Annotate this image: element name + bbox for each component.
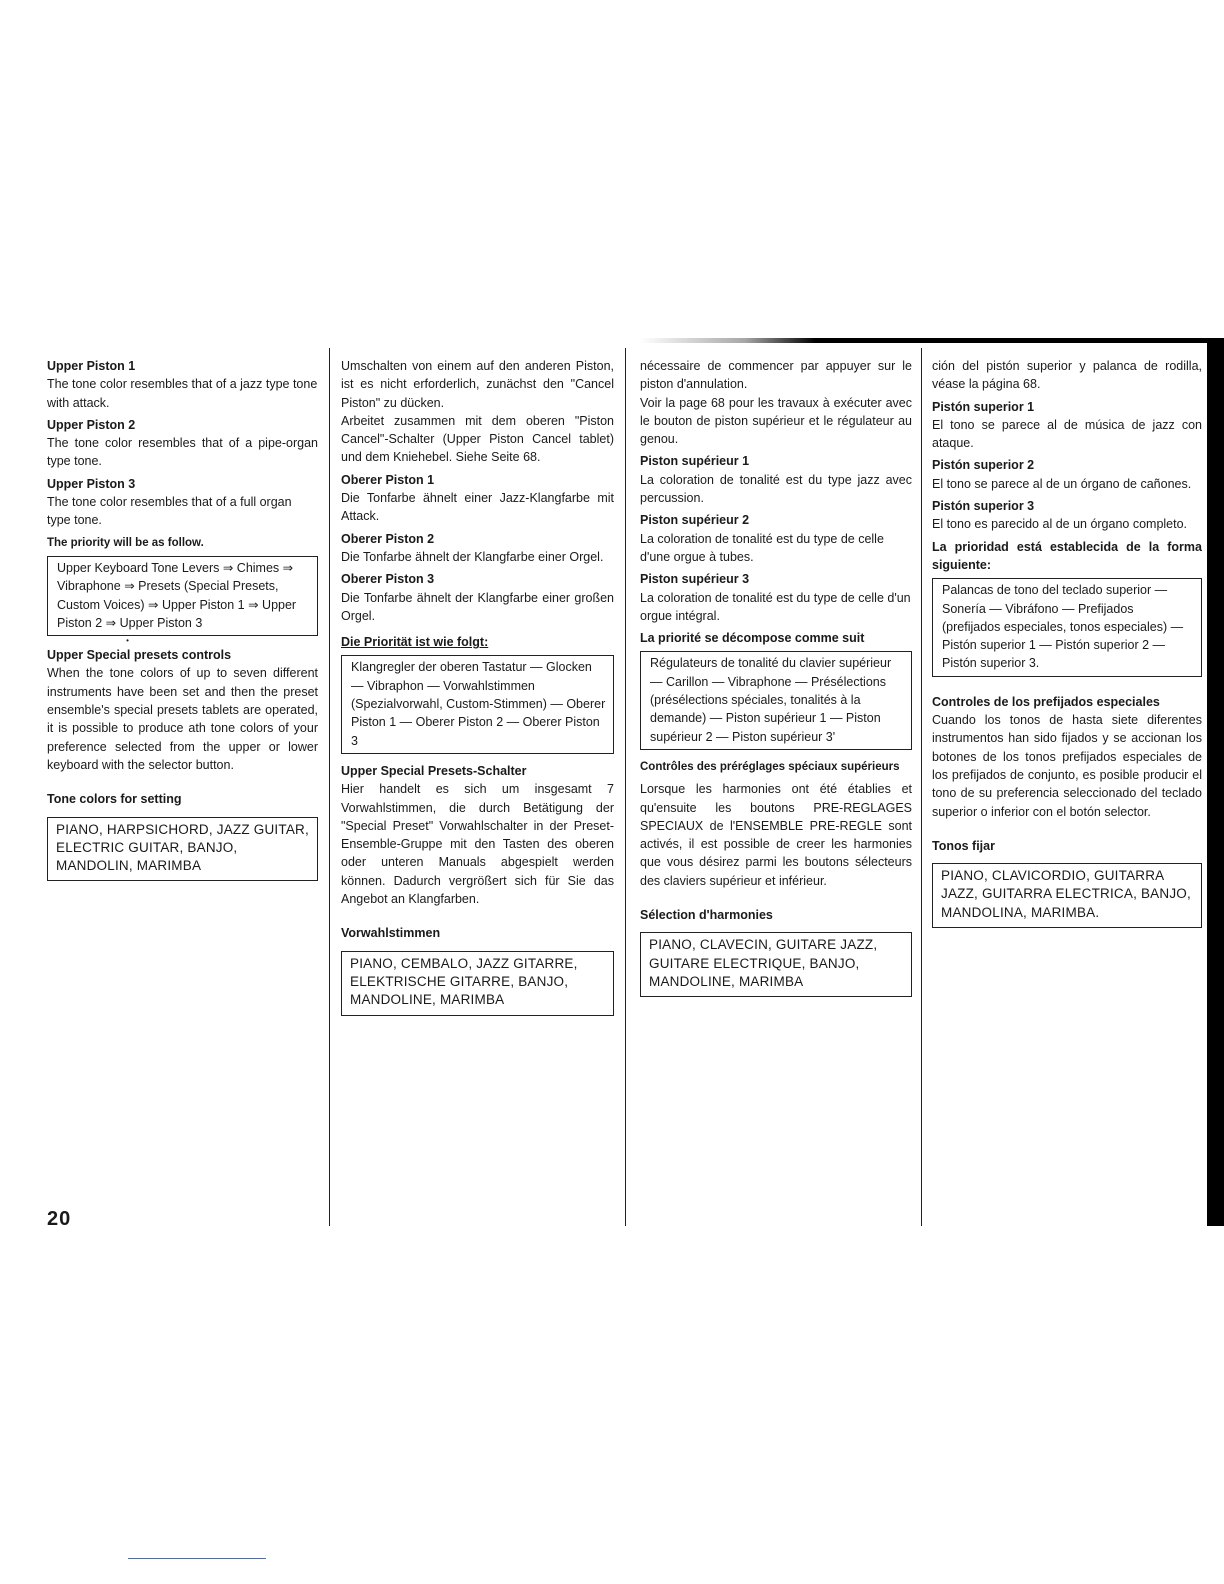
es-piston3-text: El tono es parecido al de un órgano completo. [932,517,1188,532]
bullet-mark: • [126,636,129,646]
fr-piston1-text: La coloration de tonalité est du type jazz avec percussion. [640,472,912,506]
fr-tones-heading: Sélection d'harmonies [640,908,773,923]
de-tones-heading: Vorwahlstimmen [341,926,441,941]
de-piston1-text: Die Tonfarbe ähnelt einer Jazz-Klangfarbe mit Attack. [341,491,614,524]
es-intro-text: ción del pistón superior y palanca de rodilla, véase la página 68. [932,359,1202,392]
es-tones-heading: Tonos fijar [932,838,995,853]
de-piston3-heading: Oberer Piston 3 [341,572,435,587]
en-special-heading: Upper Special presets controls [47,648,232,663]
de-priority-box: Klangregler der oberen Tastatur — Glocken — Vibraphon — Vorwahlstimmen (Spezialvorwahl, Custom-Stimmen) — Oberer Piston 1 — Oberer Piston 2 — Oberer Piston 3 [341,655,614,753]
es-priority-heading: La prioridad está establecida de la forma siguiente: [932,539,1202,572]
es-piston3-heading: Pistón superior 3 [932,499,1035,514]
es-special-heading: Controles de los prefijados especiales [932,694,1160,709]
fr-special-heading: Contrôles des préréglages spéciaux supérieurs [640,760,900,773]
en-tones-heading: Tone colors for setting [47,792,182,807]
de-tones-box: PIANO, CEMBALO, JAZZ GITARRE, ELEKTRISCHE GITARRE, BANJO, MANDOLINE, MARIMBA [341,951,614,1016]
de-intro2-text: Arbeitet zusammen mit dem oberen "Piston Cancel"-Schalter (Upper Piston Cancel tablet) und dem Kniehebel. Siehe Seite 68. [341,413,614,465]
fr-piston2-heading: Piston supérieur 2 [640,513,750,528]
es-priority-box: Palancas de tono del teclado superior — Sonería — Vibráfono — Prefijados (prefijados especiales, tonos especiales) — Pistón superior 1 — Pistón superior 2 — Pistón superior 3. [932,578,1202,676]
en-special-text: When the tone colors of up to seven different instruments have been set and then the preset ensemble's special presets tablets are operated, it is possible to produce ath tone colors of your preference selected from the upper or lower keyboard with the selector button. [47,666,318,772]
english-column [47,357,318,881]
footer-rule [128,1558,266,1559]
right-edge-bar [1207,338,1224,1226]
es-special-text: Cuando los tonos de hasta siete diferentes instrumentos han sido fijados y se accionan los botones de los tonos prefijados especiales de los prefijados de conjunto, es posible producir el tono de su preferencia seleccionado del teclado superior o inferior con el botón selector. [932,713,1202,819]
french-column [640,357,912,997]
en-piston2-heading: Upper Piston 2 [47,417,136,432]
de-priority-heading: Die Priorität ist wie folgt: [341,635,489,650]
en-piston3-heading: Upper Piston 3 [47,476,136,491]
en-piston1-heading: Upper Piston 1 [47,359,136,373]
de-intro-text: Umschalten von einem auf den anderen Piston, ist es nicht erforderlich, zunächst den "Cancel Piston" zu dücken. [341,359,614,410]
es-piston2-heading: Pistón superior 2 [932,458,1035,473]
es-piston1-text: El tono se parece al de música de jazz con ataque. [932,417,1202,451]
fr-piston2-text: La coloration de tonalité est du type de celle d'une orgue à tubes. [640,531,884,564]
en-priority-heading: The priority will be as follow. [47,536,204,549]
es-tones-box: PIANO, CLAVICORDIO, GUITARRA JAZZ, GUITARRA ELECTRICA, BANJO, MANDOLINA, MARIMBA. [932,863,1202,928]
fr-piston3-heading: Piston supérieur 3 [640,572,750,587]
fr-tones-box: PIANO, CLAVECIN, GUITARE JAZZ, GUITARE ELECTRIQUE, BANJO, MANDOLINE, MARIMBA [640,932,912,997]
de-piston2-heading: Oberer Piston 2 [341,531,435,546]
spanish-column [932,357,1202,928]
column-divider-1 [329,348,330,1226]
page-number: 20 [47,1208,72,1230]
de-special-text: Hier handelt es sich um insgesamt 7 Vorwahlstimmen, die durch Betätigung der "Special Preset" Vorwahlschalter in der Preset-Ensemble-Gruppe mit den Tasten des oberen oder unteren Manuals abgespielt werden können. Dadurch vergrößert sich für Sie das Angebot an Klangfarben. [341,782,614,907]
column-divider-2 [625,348,626,1226]
top-scan-bar [640,338,1224,343]
de-piston2-text: Die Tonfarbe ähnelt der Klangfarbe einer Orgel. [341,549,604,564]
es-piston2-text: El tono se parece al de un órgano de cañones. [932,476,1192,491]
fr-intro2-text: Voir la page 68 pour les travaux à exécuter avec le bouton de piston supérieur et le régulateur au genou. [640,395,912,447]
fr-special-text: Lorsque les harmonies ont été établies et qu'ensuite les boutons PRE-REGLAGES SPECIAUX de l'ENSEMBLE PRE-REGLE sont activés, il est possible de creer les harmonies que vous désirez parmi les boutons sélecteurs des claviers supérieur et inférieur. [640,782,912,888]
de-piston3-text: Die Tonfarbe ähnelt der Klangfarbe einer großen Orgel. [341,590,614,623]
de-special-heading: Upper Special Presets-Schalter [341,763,527,778]
de-piston1-heading: Oberer Piston 1 [341,472,435,487]
en-tones-box: PIANO, HARPSICHORD, JAZZ GUITAR, ELECTRIC GUITAR, BANJO, MANDOLIN, MARIMBA [47,817,318,882]
en-piston1-text: The tone color resembles that of a jazz type tone with attack. [47,377,318,410]
fr-piston1-heading: Piston supérieur 1 [640,454,750,469]
fr-intro-text: nécessaire de commencer par appuyer sur le piston d'annulation. [640,359,912,392]
column-divider-3 [921,348,922,1226]
fr-piston3-text: La coloration de tonalité est du type de celle d'un orgue intégral. [640,590,911,623]
fr-priority-heading: La priorité se décompose comme suit [640,631,865,646]
en-priority-box: Upper Keyboard Tone Levers ⇒ Chimes ⇒ Vibraphone ⇒ Presets (Special Presets, Custom Voices) ⇒ Upper Piston 1 ⇒ Upper Piston 2 ⇒ Upper Piston 3 [47,556,318,636]
fr-priority-box: Régulateurs de tonalité du clavier supérieur — Carillon — Vibraphone — Présélections (présélections spéciales, tonalités à la demande) — Piston supérieur 1 — Piston supérieur 2 — Piston supérieur 3' [640,651,912,749]
en-piston2-text: The tone color resembles that of a pipe-organ type tone. [47,436,318,469]
german-column [341,357,614,1016]
es-piston1-heading: Pistón superior 1 [932,399,1035,414]
en-piston3-text: The tone color resembles that of a full organ type tone. [47,495,292,528]
